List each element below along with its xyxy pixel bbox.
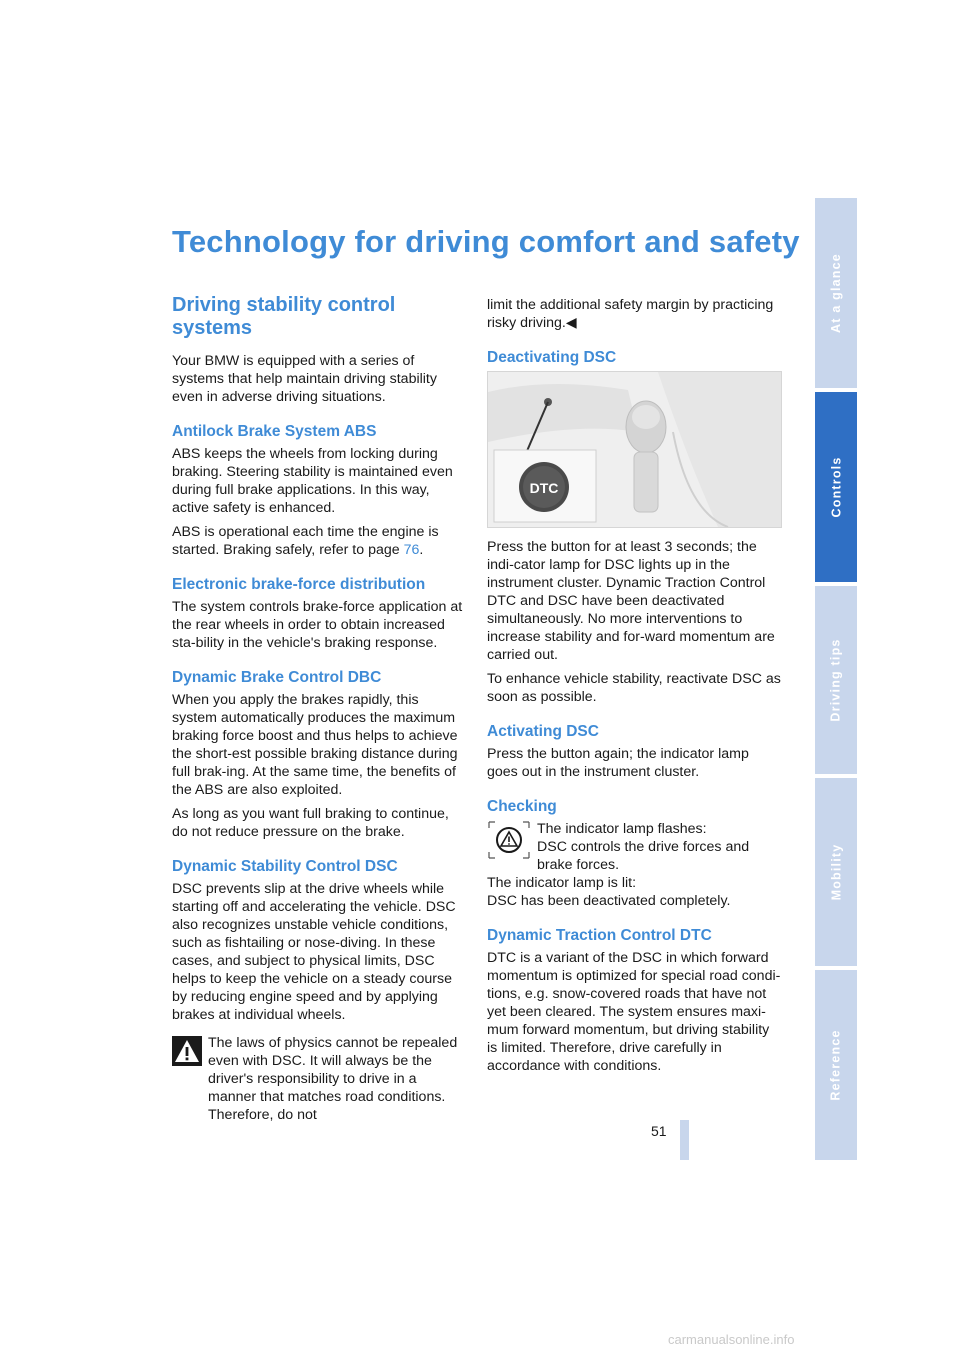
right-column xyxy=(487,296,782,1081)
warning-triangle-icon xyxy=(172,1036,202,1066)
dtc-button-label: DTC xyxy=(529,480,559,496)
deactivating-paragraph-1: Press the button for at least 3 seconds; the indi-cator lamp for DSC lights up in the instrument cluster. Dynamic Traction Control DTC and DSC have been deactivated simultaneously. No more interventions to increase stability and for-ward momentum are carried out. xyxy=(487,539,775,663)
tab-label: Driving tips xyxy=(829,638,843,722)
abs-paragraph-2 xyxy=(172,523,464,559)
page-number-bar xyxy=(680,1120,689,1160)
abs-heading: Antilock Brake System ABS xyxy=(172,423,377,440)
abs-p2-end: . xyxy=(419,542,424,558)
ebd-heading: Electronic brake-force distribution xyxy=(172,576,426,593)
page-title: Technology for driving comfort and safety xyxy=(172,224,800,259)
dsc-warning xyxy=(172,1034,464,1124)
tab-at-a-glance[interactable] xyxy=(815,198,857,388)
warning-continuation: limit the additional safety margin by practicing risky driving.◀ xyxy=(487,297,774,331)
dtc-button-illustration xyxy=(487,371,782,528)
tab-controls[interactable] xyxy=(815,392,857,582)
dbc-heading: Dynamic Brake Control DBC xyxy=(172,669,382,686)
side-navigation-tabs xyxy=(815,198,857,1160)
dsc-paragraph: DSC prevents slip at the drive wheels while starting off and accelerating the vehicle. DSC also recognizes unstable vehicle conditions, such as fishtailing or nose-diving. In these cases, and subject to physical limits, DSC helps to keep the vehicle on a steady course by reducing engine speed and by applying brakes at individual wheels. xyxy=(172,881,456,1023)
ebd-paragraph: The system controls brake-force application at the rear wheels in order to obtain increased sta-bility in the vehicle's braking response. xyxy=(172,599,463,651)
dbc-paragraph-2: As long as you want full braking to continue, do not reduce pressure on the brake. xyxy=(172,806,449,840)
dtc-paragraph: DTC is a variant of the DSC in which forward momentum is optimized for special road condi-tions, e.g. snow-covered roads that have not yet been cleared. The system ensures maxi-mum forward momentum, but driving stability is limited. Therefore, drive carefully in accordance with conditions. xyxy=(487,950,781,1074)
dsc-heading: Dynamic Stability Control DSC xyxy=(172,858,398,875)
tab-label: At a glance xyxy=(829,253,844,333)
checking-lit-desc: DSC has been deactivated completely. xyxy=(487,893,731,909)
page-link-76[interactable]: 76 xyxy=(403,542,420,558)
intro-paragraph: Your BMW is equipped with a series of systems that help maintain driving stability even in adverse driving situations. xyxy=(172,353,437,405)
section-heading-stability: Driving stability control systems xyxy=(172,294,396,339)
dsc-indicator-lamp-icon xyxy=(487,820,531,860)
tab-reference[interactable] xyxy=(815,970,857,1160)
tab-label: Reference xyxy=(829,1029,843,1101)
abs-p2-text: ABS is operational each time the engine is started. Braking safely, refer to page xyxy=(172,524,439,558)
checking-heading: Checking xyxy=(487,798,557,815)
watermark: carmanualsonline.info xyxy=(668,1332,795,1347)
checking-flash-desc: DSC controls the drive forces and brake forces. xyxy=(537,839,750,873)
tab-driving-tips[interactable] xyxy=(815,586,857,774)
warning-text: The laws of physics cannot be repealed even with DSC. It will always be the driver's responsibility to drive in a manner that matches road conditions. Therefore, do not xyxy=(208,1035,458,1123)
console-drawing xyxy=(488,372,781,527)
abs-paragraph-1: ABS keeps the wheels from locking during braking. Steering stability is maintained even during full brake applications. In this way, active safety is enhanced. xyxy=(172,446,453,516)
deactivating-heading: Deactivating DSC xyxy=(487,349,617,366)
checking-flash-line: The indicator lamp flashes: xyxy=(537,821,707,837)
left-column xyxy=(172,294,464,1124)
page-number: 51 xyxy=(651,1123,667,1139)
tab-label: Mobility xyxy=(829,843,844,901)
tab-label: Controls xyxy=(829,456,843,518)
tab-mobility[interactable] xyxy=(815,778,857,966)
activating-paragraph: Press the button again; the indicator lamp goes out in the instrument cluster. xyxy=(487,746,749,780)
dtc-heading: Dynamic Traction Control DTC xyxy=(487,927,712,944)
checking-lit-line: The indicator lamp is lit: xyxy=(487,875,637,891)
activating-heading: Activating DSC xyxy=(487,723,599,740)
checking-indicator-block xyxy=(487,820,782,874)
deactivating-paragraph-2: To enhance vehicle stability, reactivate DSC as soon as possible. xyxy=(487,671,781,705)
dbc-paragraph-1: When you apply the brakes rapidly, this system automatically produces the maximum braking force boost and thus helps to achieve the short-est possible braking distance during full brak-ing. At the same time, the benefits of the ABS are also exploited. xyxy=(172,692,458,798)
